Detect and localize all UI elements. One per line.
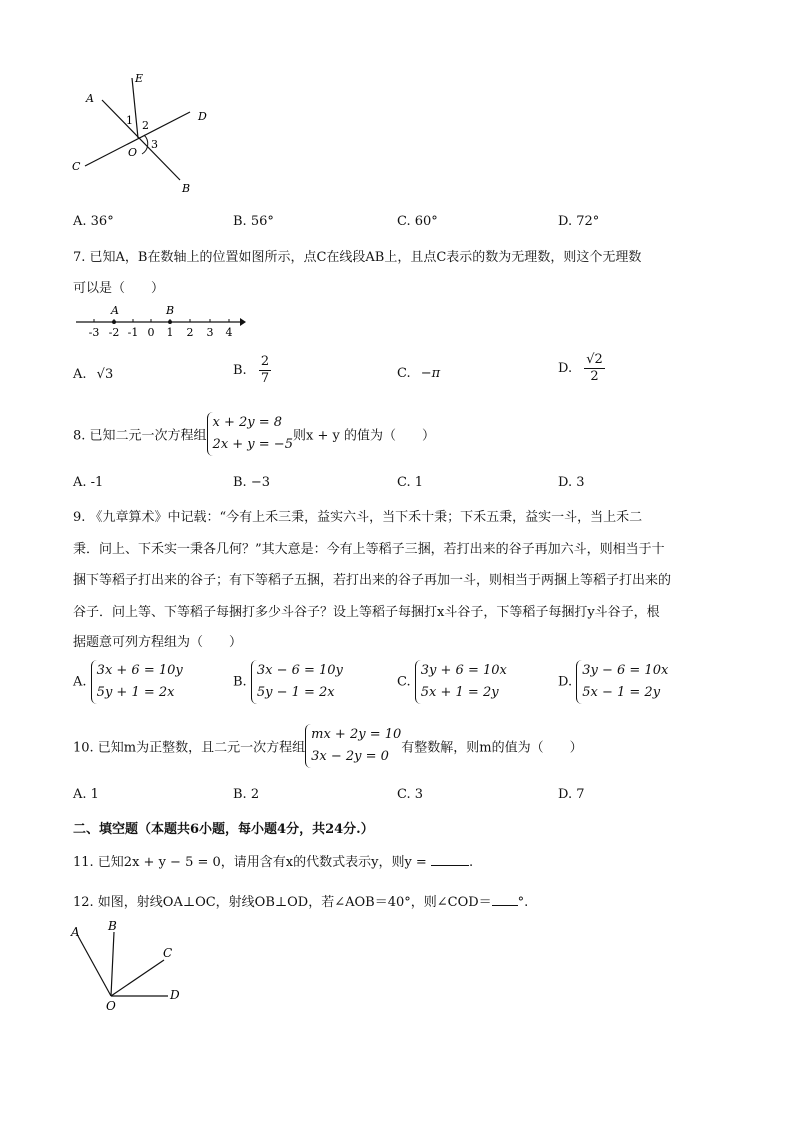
q10-equation-system	[305, 724, 401, 768]
fraction-denominator: 2	[590, 369, 599, 384]
fig6-label-d: D	[198, 110, 207, 123]
q7-option-d[interactable]	[558, 352, 605, 385]
q8-question	[73, 412, 435, 456]
equation-line: 5x − 1 = 2y	[582, 685, 661, 700]
equation-line: 3x − 2y = 0	[311, 749, 389, 764]
q12-rays-figure	[66, 916, 196, 1012]
fraction-numerator: √2	[586, 352, 603, 367]
axis-tick-label: 4	[225, 326, 233, 339]
q11-text: 11. 已知2x + y − 5 = 0，请用含有x的代数式表示y，则y =	[73, 855, 427, 870]
q7-number-line	[70, 300, 250, 342]
option-equation-system	[415, 660, 507, 704]
axis-tick-label: -2	[108, 326, 120, 339]
q10-option-d[interactable]: D. 7	[558, 787, 585, 802]
equation-line: 3y + 6 = 10x	[420, 663, 507, 678]
fig6-label-1: 1	[126, 114, 133, 127]
fig12-label-d: D	[170, 988, 180, 1002]
option-equation-system	[251, 660, 343, 704]
q6-option-b[interactable]: B. 56°	[233, 214, 274, 229]
fig6-label-3: 3	[151, 138, 158, 151]
q6-option-a[interactable]: A. 36°	[73, 214, 114, 229]
fig6-label-c: C	[72, 160, 81, 173]
q8-equation-system	[207, 412, 293, 456]
q7-line1: 7. 已知A，B在数轴上的位置如图所示，点C在线段AB上，且点C表示的数为无理数，则这个无理数	[73, 250, 642, 265]
q8-option-c[interactable]: C. 1	[397, 475, 424, 490]
q10-option-a[interactable]: A. 1	[73, 787, 99, 802]
q8-option-d[interactable]: D. 3	[558, 475, 585, 490]
axis-tick-label: 2	[186, 326, 194, 339]
fraction-numerator: 2	[260, 354, 270, 369]
q12-answer-blank[interactable]	[492, 893, 518, 906]
equation-line: 5x + 1 = 2y	[420, 685, 499, 700]
section-2-title: 二、填空题（本题共6小题，每小题4分，共24分.）	[73, 822, 374, 837]
equation-line: 5y + 1 = 2x	[96, 685, 175, 700]
q9-line: 捆下等稻子打出来的谷子；有下等稻子五捆，若打出来的谷子再加一斗，则相当于两捆上等稻子打出来的	[73, 573, 672, 588]
q9-option-b[interactable]	[233, 660, 343, 704]
q7-option-a-value: √3	[96, 367, 114, 382]
fraction-denominator: 7	[260, 371, 270, 386]
option-label: C.	[397, 674, 411, 690]
q8-prefix: 8. 已知二元一次方程组	[73, 428, 207, 444]
q12-end: °.	[517, 895, 529, 910]
fig6-label-o: O	[128, 146, 138, 159]
q9-line: 9. 《九章算术》中记载：“今有上禾三秉，益实六斗，当下禾十秉；下禾五秉，益实一斗，当上禾二	[73, 510, 643, 525]
fig6-label-2: 2	[142, 119, 149, 132]
equation-line: 3y − 6 = 10x	[582, 663, 669, 678]
q7-option-a[interactable]	[73, 367, 113, 382]
equation-line: 3x + 6 = 10y	[96, 663, 183, 678]
q7-option-c-value: −π	[420, 366, 441, 381]
q7-option-c[interactable]	[397, 366, 440, 381]
q6-angle-figure	[60, 68, 230, 198]
q7-option-b[interactable]	[233, 354, 271, 387]
equation-line: x + 2y = 8	[212, 415, 283, 430]
q10-prefix: 10. 已知m为正整数，且二元一次方程组	[73, 740, 306, 756]
fig12-label-a: A	[71, 925, 80, 939]
q12-text: 12. 如图，射线OA⊥OC，射线OB⊥OD，若∠AOB＝40°，则∠COD＝	[73, 895, 492, 910]
option-equation-system	[91, 660, 183, 704]
q9-option-a[interactable]	[73, 660, 183, 704]
equation-line: 2x + y = −5	[212, 437, 293, 452]
q8-option-b[interactable]: B. −3	[233, 475, 270, 490]
q9-line: 据题意可列方程组为（ ）	[73, 635, 243, 650]
fig6-label-a: A	[86, 92, 94, 105]
q7-option-a-label: A.	[73, 367, 87, 382]
axis-tick-label: -3	[88, 326, 100, 339]
fig12-label-c: C	[163, 946, 173, 960]
fig12-label-o: O	[106, 999, 116, 1012]
q7-option-b-fraction	[259, 354, 271, 387]
fig12-label-b: B	[108, 919, 117, 933]
q9-line: 秉．问上、下禾实一秉各几何？”其大意是：今有上等稻子三捆，若打出来的谷子再加六斗，则相当于十	[73, 542, 665, 557]
q6-option-d[interactable]: D. 72°	[558, 214, 600, 229]
axis-point-b: B	[166, 304, 175, 317]
axis-tick-label: 1	[166, 326, 174, 339]
option-label: B.	[233, 674, 247, 690]
option-label: D.	[558, 674, 573, 690]
axis-point-a: A	[111, 304, 119, 317]
fig6-label-b: B	[182, 182, 191, 195]
axis-tick-label: 3	[206, 326, 214, 339]
q11-answer-blank[interactable]	[431, 853, 469, 866]
q7-option-d-label: D.	[558, 361, 573, 376]
q9-line: 谷子．问上等、下等稻子每捆打多少斗谷子？设上等稻子每捆打x斗谷子，下等稻子每捆打y斗谷子，根	[73, 605, 660, 620]
q7-option-d-fraction	[584, 352, 605, 385]
equation-line: 5y − 1 = 2x	[256, 685, 335, 700]
q9-option-d[interactable]	[558, 660, 668, 704]
q11-question	[73, 851, 473, 870]
q12-question	[73, 891, 528, 910]
equation-line: 3x − 6 = 10y	[256, 663, 343, 678]
q7-line2: 可以是（ ）	[73, 281, 165, 296]
q7-option-c-label: C.	[397, 366, 411, 381]
option-equation-system	[576, 660, 668, 704]
axis-tick-label: 0	[147, 326, 155, 339]
q6-option-c[interactable]: C. 60°	[397, 214, 438, 229]
q10-question	[73, 724, 583, 768]
q7-option-b-label: B.	[233, 363, 247, 378]
q8-suffix: 则x + y 的值为（ ）	[292, 428, 435, 444]
fig6-label-e: E	[135, 72, 144, 85]
q9-option-c[interactable]	[397, 660, 507, 704]
q10-option-b[interactable]: B. 2	[233, 787, 260, 802]
q8-option-a[interactable]: A. -1	[73, 475, 104, 490]
equation-line: mx + 2y = 10	[311, 727, 402, 742]
q11-end: .	[468, 855, 474, 870]
q10-option-c[interactable]: C. 3	[397, 787, 424, 802]
q10-suffix: 有整数解，则m的值为（ ）	[401, 740, 583, 756]
axis-tick-label: -1	[127, 326, 139, 339]
option-label: A.	[73, 674, 87, 690]
